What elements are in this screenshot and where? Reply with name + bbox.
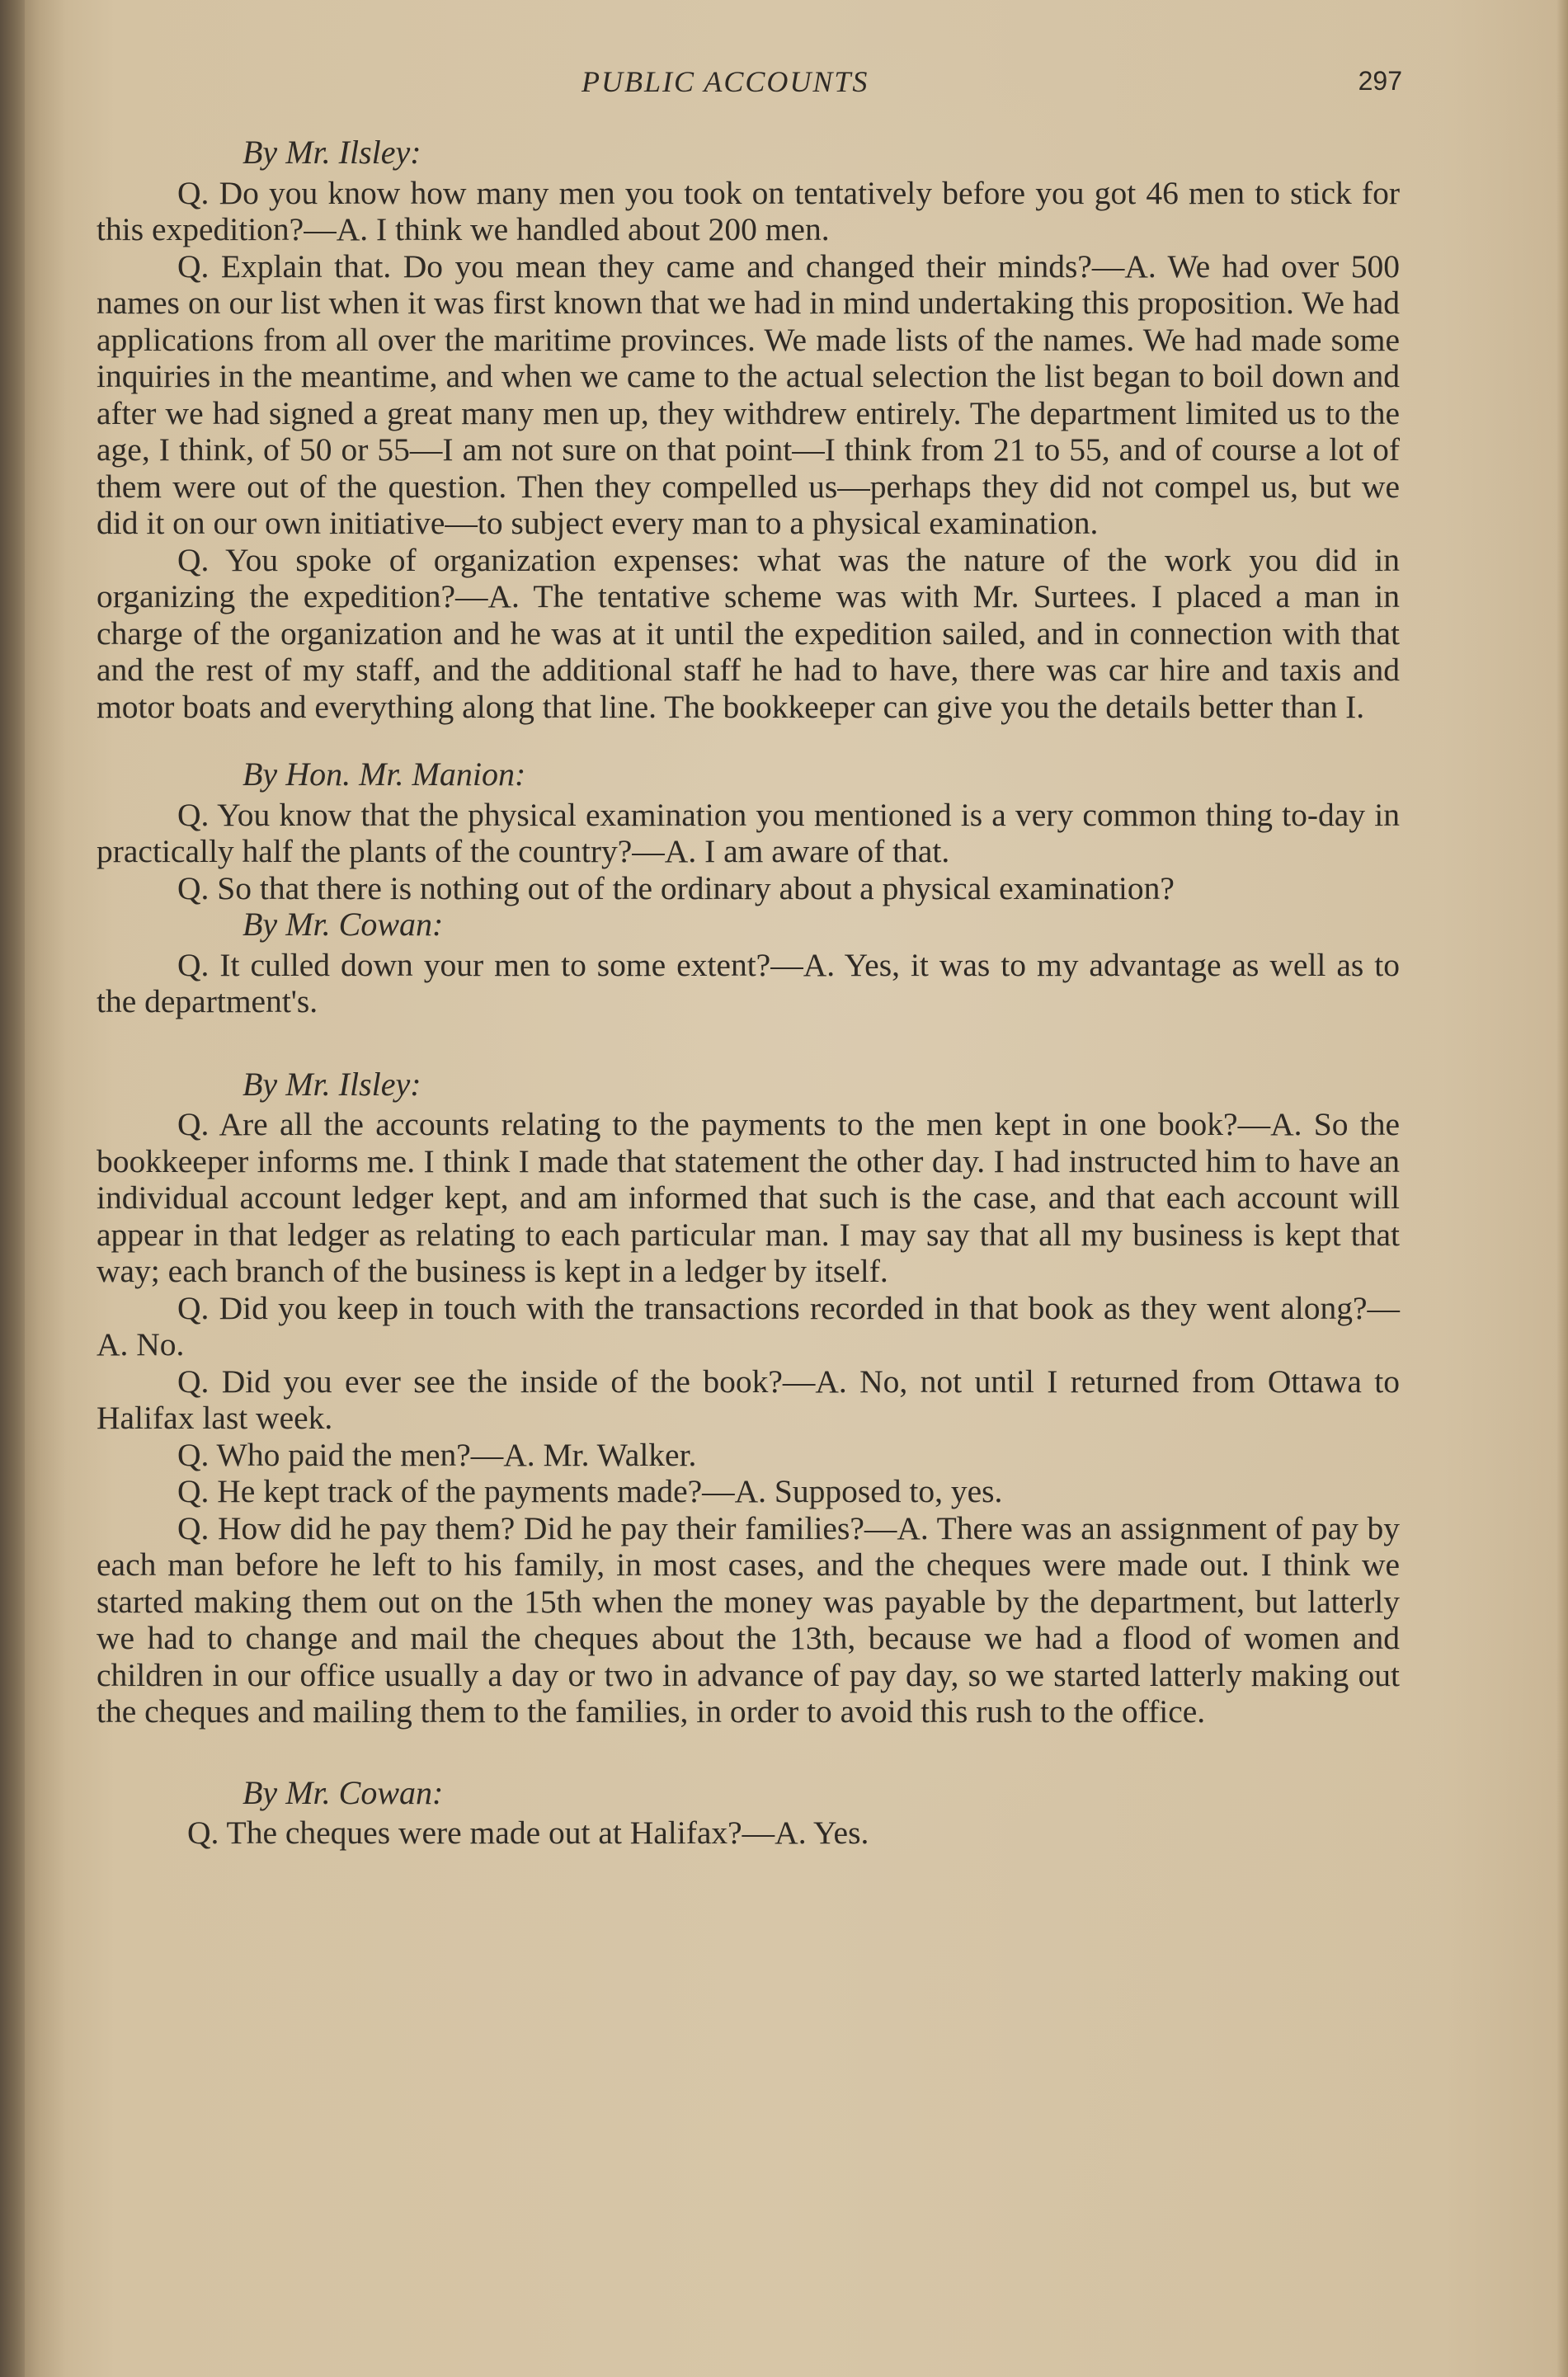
- page-number: 297: [1358, 66, 1402, 96]
- speaker-heading: By Mr. Cowan:: [242, 1773, 444, 1811]
- page-body: [97, 134, 1400, 1852]
- speaker-heading: By Mr. Ilsley:: [242, 134, 421, 171]
- paragraph: Q. Who paid the men?—A. Mr. Walker.: [177, 1436, 697, 1473]
- running-head: PUBLIC ACCOUNTS: [582, 65, 869, 98]
- paragraph: Q. You spoke of organization expenses: what was the nature of the work you did in organizing the expedition?—A. The tentative scheme was with Mr. Surtees. I placed a man in charge of the organization and he was at it until the expedition sailed, and in connection with that and the rest of my staff, and the additional staff he had to have, there was car hire and taxis and motor boats and everything along that line. The bookkeeper can give you the details better than I.: [97, 541, 1400, 725]
- testimony-section: [97, 906, 1400, 1020]
- paragraph: Q. Do you know how many men you took on tentatively before you got 46 men to stick for this expedition?—A. I think we handled about 200 men.: [97, 174, 1400, 247]
- testimony-section: [97, 1775, 1400, 1852]
- paragraph: Q. How did he pay them? Did he pay their families?—A. There was an assignment of pay by each man before he left to his family, in most cases, and the cheques were made out. I think we started making them out on the 15th when the money was payable by the department, but latterly we had to change and mail the cheques about the 13th, because we had a flood of women and children in our office usually a day or two in advance of pay day, so we started latterly making out the cheques and mailing them to the families, in order to avoid this rush to the office.: [97, 1509, 1400, 1730]
- paragraph: Q. It culled down your men to some extent?—A. Yes, it was to my advantage as well as to the department's.: [97, 946, 1400, 1019]
- page-header: [99, 64, 1402, 106]
- speaker-heading: By Hon. Mr. Manion:: [242, 755, 526, 793]
- paragraph: Q. You know that the physical examination you mentioned is a very common thing to-day in practically half the plants of the country?—A. I am aware of that.: [97, 796, 1400, 869]
- testimony-section: [97, 1066, 1400, 1730]
- paragraph: Q. So that there is nothing out of the ordinary about a physical examination?: [177, 869, 1175, 906]
- testimony-section: [97, 756, 1400, 906]
- page-edge: [1556, 0, 1568, 2377]
- paragraph: Q. Explain that. Do you mean they came and changed their minds?—A. We had over 500 names on our list when it was first known that we had in mind undertaking this proposition. We had applications from all over the maritime provinces. We made lists of the names. We had made some inquiries in the meantime, and when we came to the actual selection the list began to boil down and after we had signed a great many men up, they withdrew entirely. The department limited us to the age, I think, of 50 or 55—I am not sure on that point—I think from 21 to 55, and of course a lot of them were out of the question. Then they compelled us—perhaps they did not compel us, but we did it on our own initiative—to subject every man to a physical examination.: [97, 247, 1400, 541]
- paragraph: Q. He kept track of the payments made?—A. Supposed to, yes.: [177, 1473, 1003, 1509]
- speaker-heading: By Mr. Cowan:: [242, 906, 444, 943]
- paragraph: Q. Did you keep in touch with the transactions recorded in that book as they went along?—A. No.: [97, 1289, 1400, 1363]
- book-spine-shadow: [0, 0, 25, 2377]
- speaker-heading: By Mr. Ilsley:: [242, 1065, 421, 1103]
- paragraph: Q. Are all the accounts relating to the payments to the men kept in one book?—A. So the bookkeeper informs me. I think I made that statement the other day. I had instructed him to have an individual account ledger kept, and am informed that such is the case, and that each account will appear in that ledger as relating to each particular man. I may say that all my business is kept that way; each branch of the business is kept in a ledger by itself.: [97, 1106, 1400, 1289]
- testimony-section: [97, 134, 1400, 725]
- paragraph: Q. Did you ever see the inside of the book?—A. No, not until I returned from Ottawa to Halifax last week.: [97, 1363, 1400, 1436]
- paragraph: Q. The cheques were made out at Halifax?—A. Yes.: [187, 1815, 869, 1851]
